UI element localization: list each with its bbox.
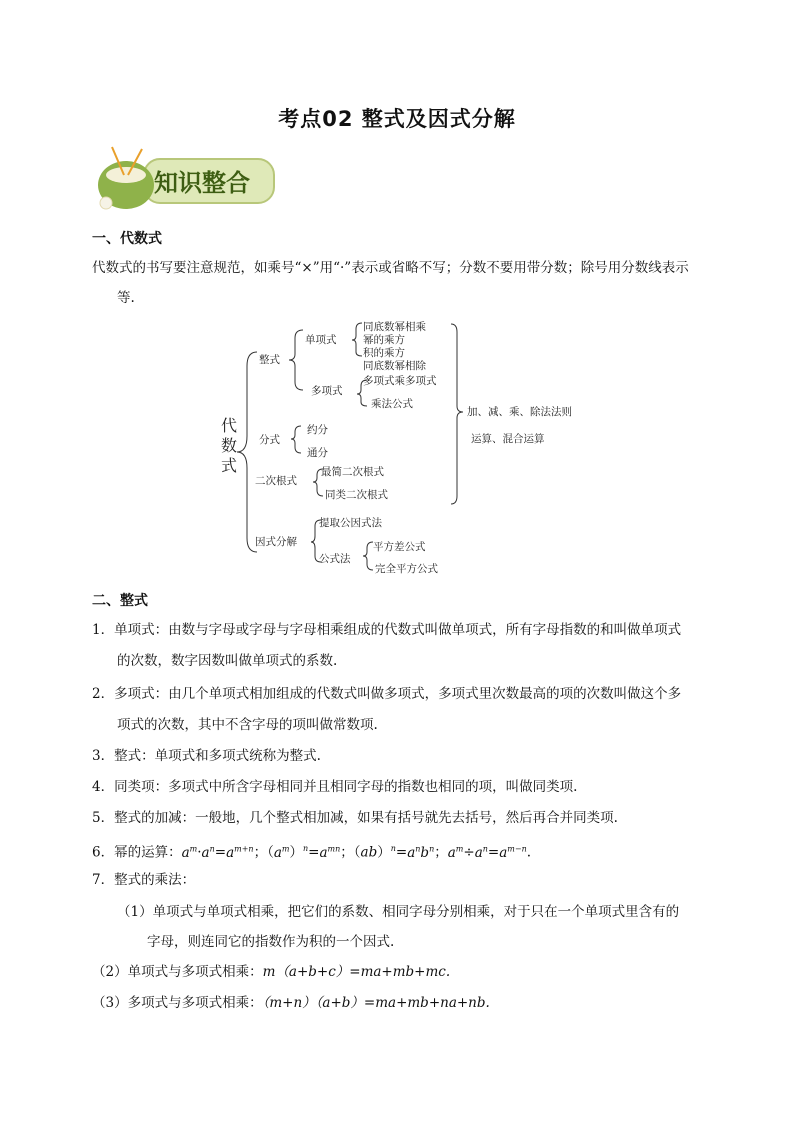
- diagram-r2: 同类二次根式: [325, 489, 388, 501]
- item7-3: [92, 993, 490, 1013]
- item2-line1: 2．多项式：由几个单项式相加组成的代数式叫做多项式，多项式里次数最高的项的次数叫做这个多: [92, 686, 682, 702]
- item7-1-line2: 字母，则连同它的指数作为积的一个因式.: [147, 934, 395, 950]
- diagram-m2: 乘法公式: [371, 398, 413, 410]
- diagram-f1: 约分: [307, 424, 328, 436]
- diagram-r1: 最简二次根式: [321, 466, 384, 478]
- diagram-yinshifenjie: 因式分解: [255, 536, 297, 548]
- section1-heading: 一、代数式: [92, 231, 162, 247]
- item1-line2: 的次数，数字因数叫做单项式的系数.: [117, 653, 338, 669]
- diagram-d2: 幂的乘方: [363, 334, 405, 346]
- item6-label: 6．幂的运算：: [92, 844, 182, 861]
- algebra-concept-diagram: [215, 316, 595, 584]
- item7-1-line1: （1）单项式与单项式相乘，把它们的系数、相同字母分别相乘，对于只在一个单项式里含有的: [117, 904, 680, 920]
- diagram-ercigenshi: 二次根式: [255, 475, 297, 487]
- item7-3-formula: （m+n）（a+b）=ma+mb+na+nb.: [262, 995, 490, 1011]
- item3: 3．整式：单项式和多项式统称为整式.: [92, 748, 321, 764]
- diagram-danxiangshi: 单项式: [305, 334, 337, 346]
- diagram-d4: 同底数幂相除: [363, 360, 426, 372]
- item6: 6．幂的运算：$a^m\cdot a^n=a^{m+n}$；$(a^m)^n=a^{mn}$；$(ab)^n=a^nb^n$；$a^m\div a^n=a^{m-n}$.: [92, 844, 532, 861]
- diagram-f2: 通分: [307, 447, 328, 459]
- banner-text: 知识整合: [154, 169, 250, 197]
- section2-heading: 二、整式: [92, 593, 148, 609]
- page-title: 考点02 整式及因式分解: [278, 107, 516, 131]
- diagram-fenshi: 分式: [259, 434, 280, 446]
- item1-line1: 1．单项式：由数与字母或字母与字母相乘组成的代数式叫做单项式，所有字母指数的和叫做单项式: [92, 622, 682, 638]
- diagram-gongshifa: 公式法: [319, 553, 351, 565]
- diagram-duoxiangshi: 多项式: [311, 385, 343, 397]
- item7-2-formula: m（a+b+c）=ma+mb+mc.: [262, 964, 451, 980]
- section1-para-line1: 代数式的书写要注意规范，如乘号“×”用“·”表示或省略不写；分数不要用带分数；除号用分数线表示: [92, 260, 689, 276]
- diagram-m1: 多项式乘多项式: [363, 375, 437, 387]
- section1-para-line2: 等.: [117, 290, 135, 306]
- diagram-rule1: 加、减、乘、除法法则: [467, 406, 572, 418]
- item7-2: [92, 962, 450, 982]
- diagram-d3: 积的乘方: [363, 347, 405, 359]
- diagram-y1: 提取公因式法: [319, 517, 382, 529]
- item5: 5．整式的加减：一般地，几个整式相加减，如果有括号就先去括号，然后再合并同类项.: [92, 810, 618, 826]
- item7-3-label: （3）多项式与多项式相乘：: [92, 995, 263, 1011]
- diagram-zhengshi: 整式: [259, 354, 280, 366]
- diagram-root-char1: 代: [221, 416, 238, 435]
- item7-2-label: （2）单项式与多项式相乘：: [92, 964, 263, 980]
- item4: 4．同类项：多项式中所含字母相同并且相同字母的指数也相同的项，叫做同类项.: [92, 779, 578, 795]
- item7: 7．整式的乘法：: [92, 872, 196, 888]
- diagram-d1: 同底数幂相乘: [363, 321, 426, 333]
- diagram-root-char2: 数: [221, 436, 238, 455]
- diagram-root-char3: 式: [221, 456, 238, 475]
- item2-line2: 项式的次数，其中不含字母的项叫做常数项.: [117, 717, 378, 733]
- diagram-g1: 平方差公式: [373, 541, 426, 553]
- diagram-g2: 完全平方公式: [375, 563, 438, 575]
- diagram-rule2: 运算、混合运算: [471, 433, 545, 445]
- knowledge-banner: [94, 145, 278, 215]
